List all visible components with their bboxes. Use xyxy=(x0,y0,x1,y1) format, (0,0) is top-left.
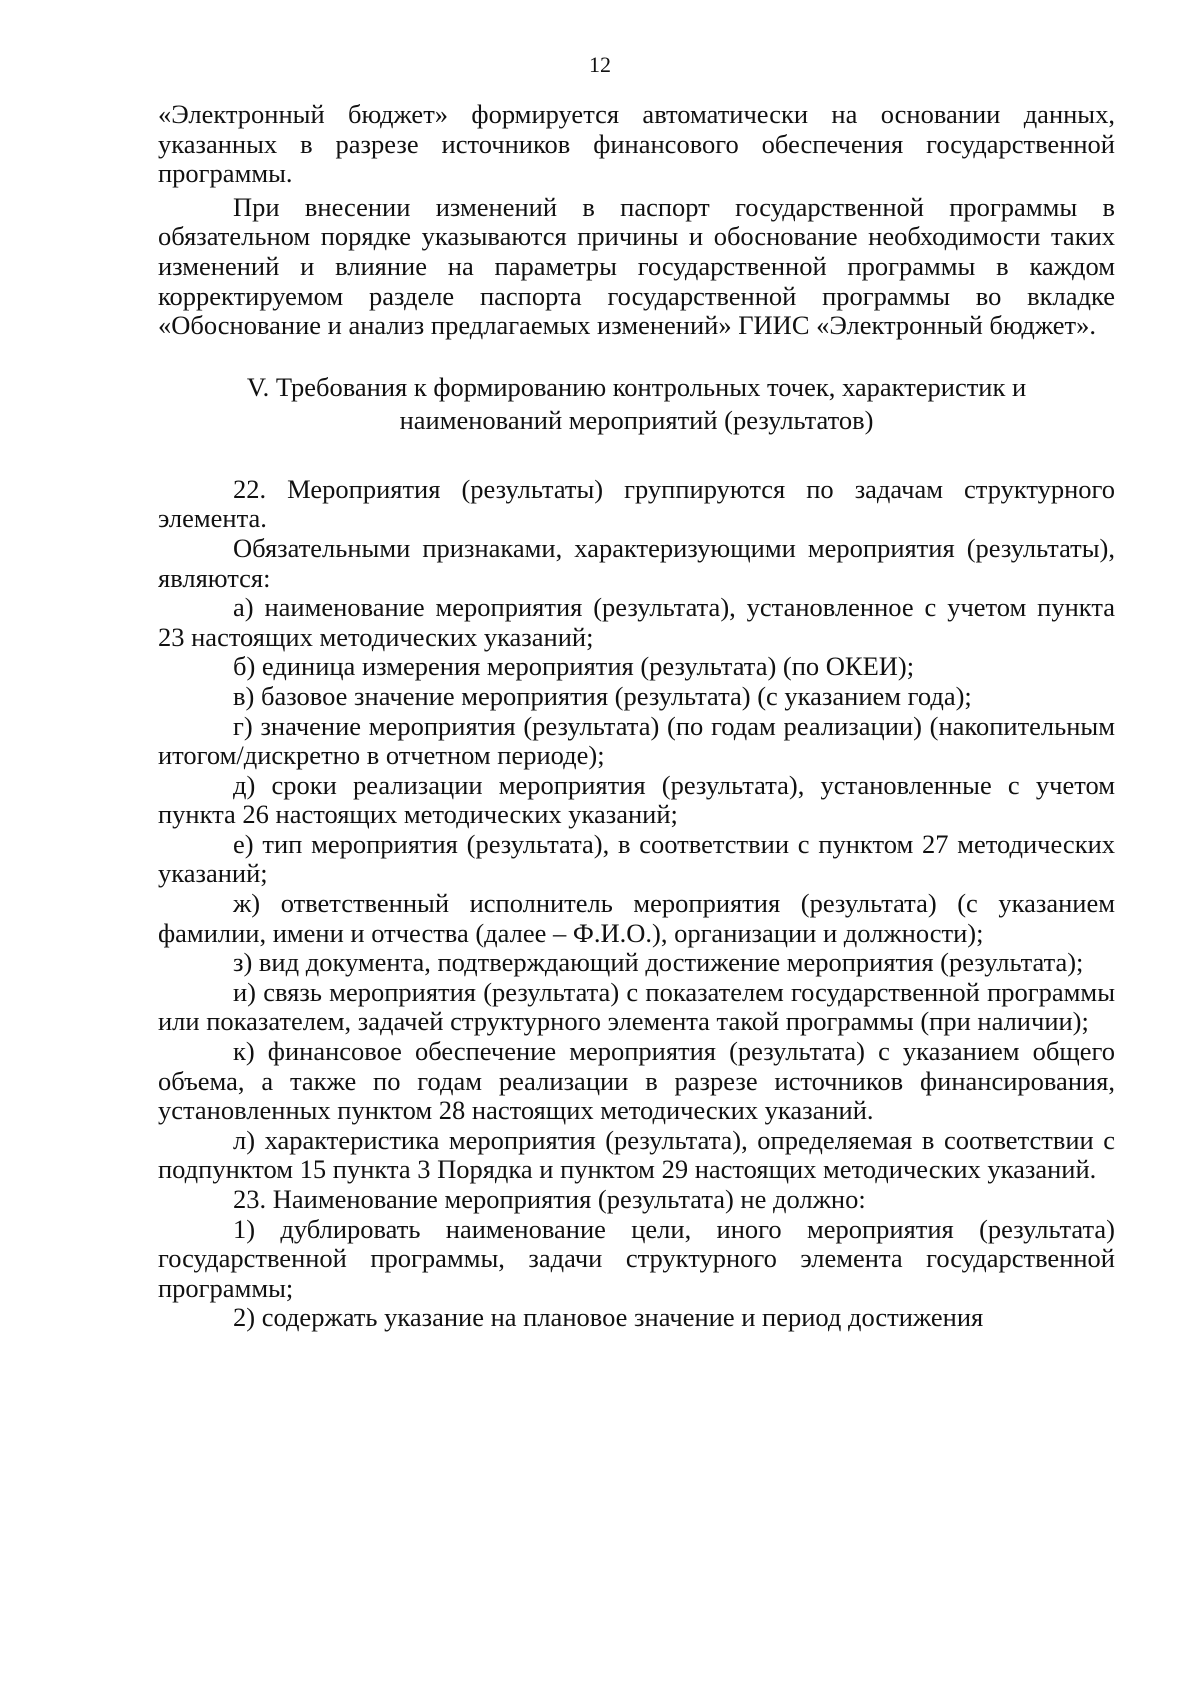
list-item-v: в) базовое значение мероприятия (результата) (с указанием года); xyxy=(233,680,972,711)
paragraph-mandatory-attributes: Обязательными признаками, характеризующими мероприятия (результаты), являются: xyxy=(158,532,1115,593)
list-item-g: г) значение мероприятия (результата) (по годам реализации) (накопительным итогом/дискретно в отчетном периоде); xyxy=(158,710,1115,771)
list-item-1: 1) дублировать наименование цели, иного мероприятия (результата) государственной программы, задачи структурного элемента государственной программы; xyxy=(158,1213,1115,1303)
list-item-z: з) вид документа, подтверждающий достижение мероприятия (результата); xyxy=(233,947,1084,978)
document-body xyxy=(158,100,1115,1333)
page-number: 12 xyxy=(589,52,611,77)
list-item-b: б) единица измерения мероприятия (результата) (по ОКЕИ); xyxy=(233,651,915,682)
list-item-l: л) характеристика мероприятия (результата), определяемая в соответствии с подпунктом 15 пункта 3 Порядка и пунктом 29 настоящих методических указаний. xyxy=(158,1124,1115,1185)
paragraph-22: 22. Мероприятия (результаты) группируются по задачам структурного элемента. xyxy=(158,473,1115,534)
list-item-2: 2) содержать указание на плановое значение и период достижения xyxy=(233,1302,984,1333)
list-item-d: д) сроки реализации мероприятия (результата), установленные с учетом пункта 26 настоящих методических указаний; xyxy=(158,769,1115,830)
list-item-zh: ж) ответственный исполнитель мероприятия (результата) (с указанием фамилии, имени и отчества (далее – Ф.И.О.), организации и должности); xyxy=(158,888,1115,948)
paragraph-23: 23. Наименование мероприятия (результата) не должно: xyxy=(233,1184,866,1214)
paragraph-intro-continuation: «Электронный бюджет» формируется автоматически на основании данных, указанных в разрезе источников финансового обеспечения государственной программы. xyxy=(158,99,1115,189)
list-item-k: к) финансовое обеспечение мероприятия (результата) с указанием общего объема, а также по годам реализации в разрезе источников финансирования, установленных пунктом 28 настоящих методических указаний. xyxy=(158,1036,1115,1126)
list-item-e: е) тип мероприятия (результата), в соответствии с пунктом 27 методических указаний; xyxy=(158,828,1115,889)
paragraph-passport-changes: При внесении изменений в паспорт государственной программы в обязательном порядке указываются причины и обоснование необходимости таких изменений и влияние на параметры государственной программы в каждом корректируемом разделе паспорта государственной программы во вкладке «Обоснование и анализ предлагаемых изменений» ГИИС «Электронный бюджет». xyxy=(158,191,1115,341)
section-heading-line-2: наименований мероприятий (результатов) xyxy=(399,404,874,435)
section-heading-line-1: V. Требования к формированию контрольных точек, характеристик и xyxy=(246,371,1027,402)
list-item-a: а) наименование мероприятия (результата), установленное с учетом пункта 23 настоящих методических указаний; xyxy=(158,592,1115,652)
section-heading xyxy=(158,371,1115,437)
list-item-i: и) связь мероприятия (результата) с показателем государственной программы или показателем, задачей структурного элемента такой программы (при наличии); xyxy=(158,976,1115,1037)
